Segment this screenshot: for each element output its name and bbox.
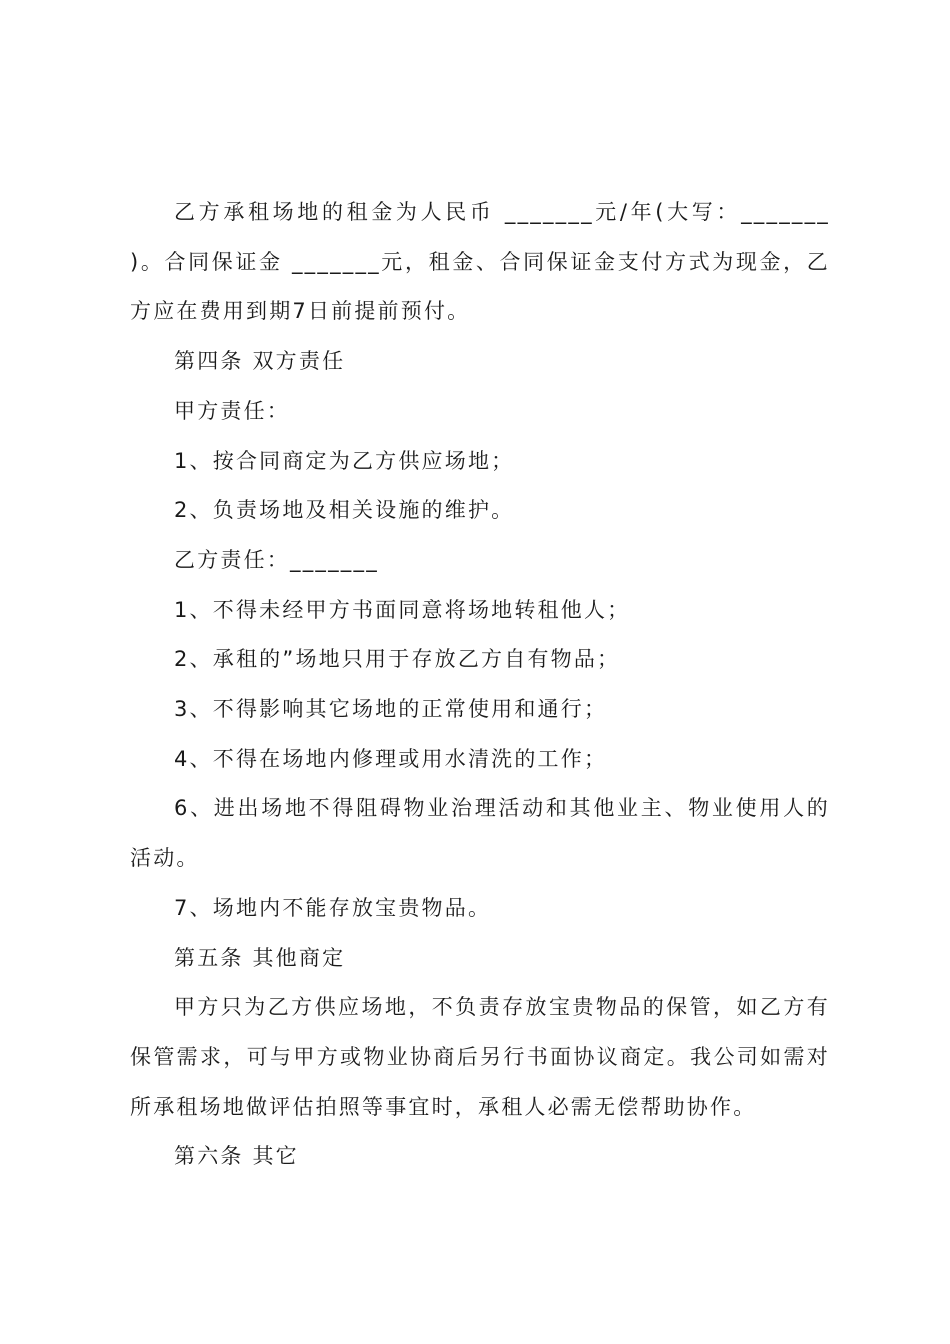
party-a-responsibility-title: 甲方责任：	[174, 398, 290, 423]
party-b-item-7: 7、场地内不能存放宝贵物品。	[174, 895, 492, 920]
article-6-heading: 第六条 其它	[174, 1144, 299, 1169]
party-b-item-6: 6、进出场地不得阻碍物业治理活动和其他业主、物业使用人的活动。	[130, 796, 830, 871]
article-5-heading: 第五条 其他商定	[174, 945, 346, 970]
document-body	[130, 188, 830, 1182]
rent-paragraph: 乙方承租场地的租金为人民币 _______元/年(大写：_______ )。合同保证金 _______元，租金、合同保证金支付方式为现金，乙方应在费用到期7日前提前预付。	[130, 200, 830, 324]
party-b-item-3: 3、不得影响其它场地的正常使用和通行；	[174, 697, 608, 722]
party-b-responsibility-title: 乙方责任：_______	[174, 547, 379, 572]
party-a-item-1: 1、按合同商定为乙方供应场地；	[174, 448, 515, 473]
party-b-item-1: 1、不得未经甲方书面同意将场地转租他人；	[174, 597, 631, 622]
article-4-heading: 第四条 双方责任	[174, 349, 346, 374]
party-b-item-2: 2、承租的”场地只用于存放乙方自有物品；	[174, 647, 621, 672]
party-b-item-4: 4、不得在场地内修理或用水清洗的工作；	[174, 746, 608, 771]
party-a-item-2: 2、负责场地及相关设施的维护。	[174, 498, 515, 523]
other-agreement-paragraph: 甲方只为乙方供应场地，不负责存放宝贵物品的保管，如乙方有保管需求，可与甲方或物业协商后另行书面协议商定。我公司如需对所承租场地做评估拍照等事宜时，承租人必需无偿帮助协作。	[130, 995, 830, 1119]
